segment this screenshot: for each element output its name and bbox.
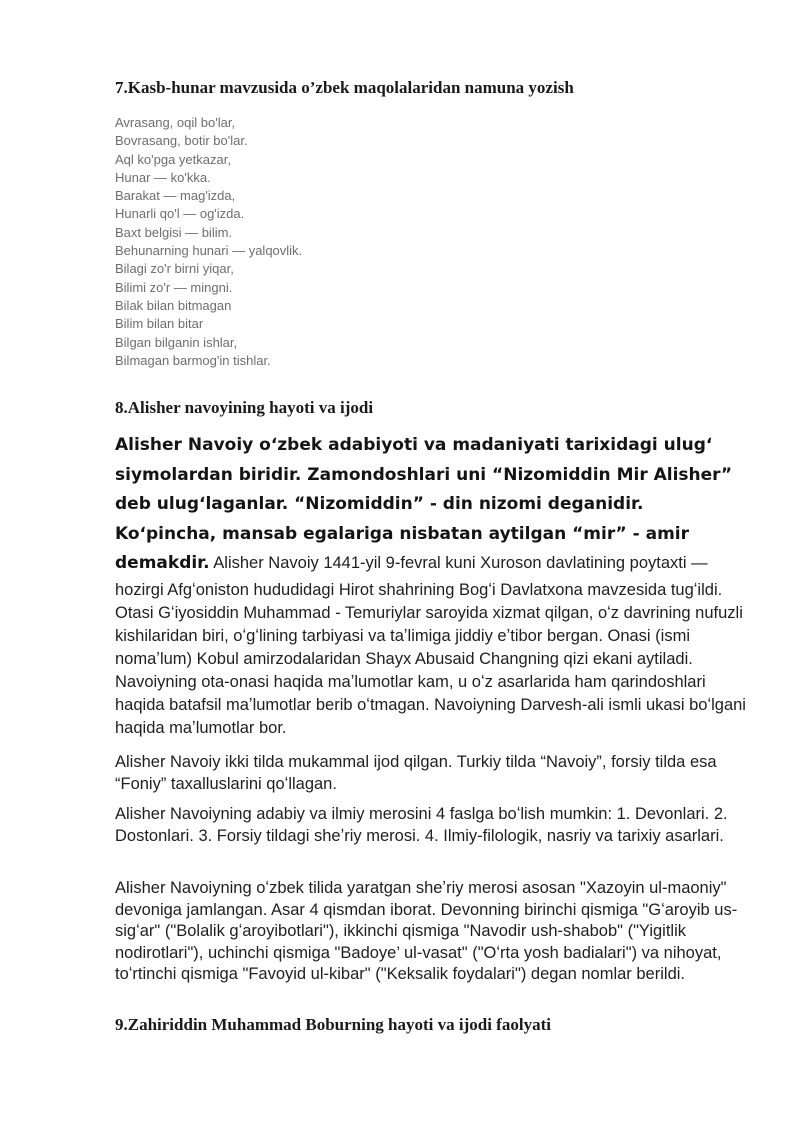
proverb-line: Bilimi zo'r — mingni. xyxy=(115,279,233,295)
proverb-line: Avrasang, oqil bo'lar, xyxy=(115,115,236,130)
proverb-line: Baxt belgisi — bilim. xyxy=(115,224,233,240)
proverb-line: Bilgan bilganin ishlar, xyxy=(115,334,238,350)
section-9-heading: 9.Zahiriddin Muhammad Boburning hayoti va ijodi faolyati xyxy=(115,1015,551,1034)
navoiy-intro-paragraph xyxy=(115,431,747,740)
proverb-line: Behunarning hunari — yalqovlik. xyxy=(115,243,303,259)
proverb-line: Barakat — mag'izda, xyxy=(115,188,236,204)
navoiy-paragraph-3: Alisher Navoiyning adabiy va ilmiy merosini 4 faslga boʻlish mumkin: 1. Devonlari. 2. Dostonlari. 3. Forsiy tildagi sheʼriy merosi. 4. Ilmiy-filologik, nasriy va tarixiy asarlari. xyxy=(115,805,728,845)
section-7-heading: 7.Kasb-hunar mavzusida o’zbek maqolalaridan namuna yozish xyxy=(115,78,574,97)
navoiy-lead-text: Alisher Navoiy oʻzbek adabiyoti va madaniyati tarixidagi ulugʻ siymolardan biridir. Zamondoshlari uni “Nizomiddin Mir Alisher” deb ulugʻlaganlar. “Nizomiddin” - din nizomi deganidir. Koʻpincha, mansab egalariga nisbatan aytilgan “mir” - amir demakdir. xyxy=(115,435,733,573)
navoiy-body-text: Alisher Navoiy 1441-yil 9-fevral kuni Xuroson davlatining poytaxti — hozirgi Afgʻoniston hududidagi Hirot shahrining Bogʻi Davlatxona mavzesida tugʻildi. Otasi Gʻiyosiddin Muhammad - Temuriylar saroyida xizmat qilgan, oʻz davrining nufuzli kishilaridan biri, oʻgʻlining tarbiyasi va taʼlimiga jiddiy eʼtibor bergan. Onasi (ismi nomaʼlum) Kobul amirzodalaridan Shayx Abusaid Changning qizi ekani aytiladi. Navoiyning ota-onasi haqida maʼlumotlar kam, u oʻz asarlarida ham qarindoshlari haqida batafsil maʼlumotlar berib oʻtmagan. Navoiyning Darvesh-ali ismli ukasi boʻlgani haqida maʼlumotlar bor. xyxy=(115,554,746,737)
proverb-line: Bilak bilan bitmagan xyxy=(115,297,232,313)
proverb-line: Aql ko'pga yetkazar, xyxy=(115,151,231,167)
proverb-line: Hunar — ko'kka. xyxy=(115,169,211,185)
navoiy-paragraph-2: Alisher Navoiy ikki tilda mukammal ijod qilgan. Turkiy tilda “Navoiy”, forsiy tilda esa “Foniy” taxalluslarini qoʻllagan. xyxy=(115,753,717,793)
proverb-line: Hunarli qo'l — og'izda. xyxy=(115,206,245,222)
proverb-line: Bilagi zo'r birni yiqar, xyxy=(115,261,234,277)
proverb-list xyxy=(115,114,302,370)
section-8-heading: 8.Alisher navoyining hayoti va ijodi xyxy=(115,398,374,417)
proverb-line: Bilim bilan bitar xyxy=(115,316,204,332)
proverb-line: Bilmagan barmog'in tishlar. xyxy=(115,352,271,368)
navoiy-paragraph-4: Alisher Navoiyning oʻzbek tilida yaratgan sheʼriy merosi asosan "Xazoyin ul-maoniy" devoniga jamlangan. Asar 4 qismdan iborat. Devonning birinchi qismiga "Gʻaroyib us-sigʻar" ("Bolalik gʻaroyibotlari"), ikkinchi qismiga "Navodir ush-shabob" ("Yigitlik nodirotlari"), uchinchi qismiga "Badoye’ ul-vasat" ("Oʻrta yosh badialari") va nihoyat, toʻrtinchi qismiga "Favoyid ul-kibar" ("Keksalik foydalari") degan nomlar berildi. xyxy=(115,879,738,983)
proverb-line: Bovrasang, botir bo'lar. xyxy=(115,133,248,149)
